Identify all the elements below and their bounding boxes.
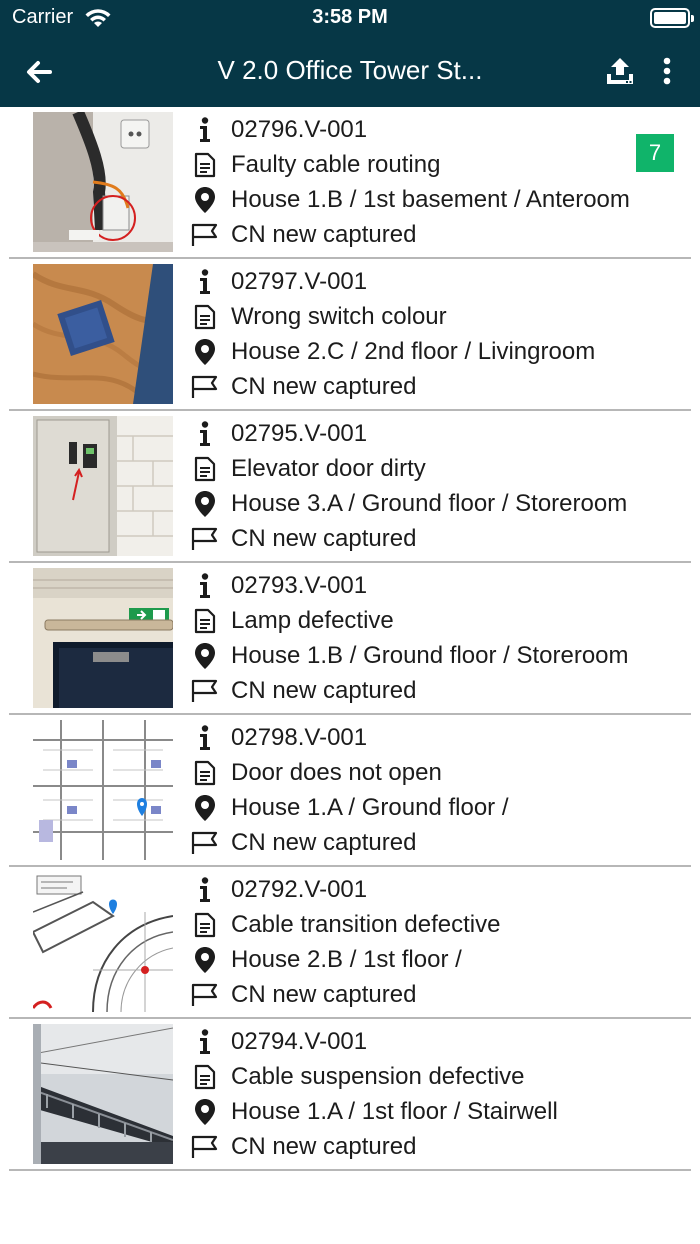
document-icon <box>190 150 220 180</box>
map-pin-icon <box>190 641 220 671</box>
item-status: CN new captured <box>231 524 417 552</box>
item-description: Cable suspension defective <box>231 1062 525 1090</box>
info-icon <box>190 1027 220 1057</box>
carrier-label: Carrier <box>12 6 74 28</box>
item-description: Elevator door dirty <box>231 454 426 482</box>
item-location-line <box>190 1094 558 1129</box>
document-icon <box>190 910 220 940</box>
item-status-line <box>190 1129 416 1164</box>
document-icon <box>190 758 220 788</box>
item-description: Faulty cable routing <box>231 150 441 178</box>
upload-icon <box>605 56 635 86</box>
item-location-line <box>190 334 595 369</box>
flag-icon <box>190 372 220 402</box>
flag-icon <box>190 1132 220 1162</box>
thumbnail-image <box>33 1024 173 1164</box>
item-id-line <box>190 416 367 451</box>
info-icon <box>190 267 220 297</box>
back-button[interactable] <box>20 53 58 91</box>
row-divider <box>9 1169 691 1171</box>
list-item[interactable] <box>0 107 700 259</box>
list-item[interactable] <box>0 1019 700 1171</box>
item-location: House 2.B / 1st floor / <box>231 945 462 973</box>
document-icon <box>190 606 220 636</box>
item-description-line <box>190 299 447 334</box>
document-icon <box>190 1062 220 1092</box>
item-status-line <box>190 673 416 708</box>
flag-icon <box>190 980 220 1010</box>
item-location: House 3.A / Ground floor / Storeroom <box>231 489 628 517</box>
item-status-line <box>190 369 416 404</box>
thumbnail-image <box>33 720 173 860</box>
item-location-line <box>190 790 509 825</box>
item-status: CN new captured <box>231 1132 417 1160</box>
info-icon <box>190 875 220 905</box>
map-pin-icon <box>190 337 220 367</box>
thumbnail-image <box>33 872 173 1012</box>
upload-button[interactable] <box>601 52 639 90</box>
item-id-line <box>190 1024 367 1059</box>
item-location: House 1.A / 1st floor / Stairwell <box>231 1097 558 1125</box>
item-id-line <box>190 264 367 299</box>
item-status-line <box>190 825 416 860</box>
item-location: House 2.C / 2nd floor / Livingroom <box>231 337 596 365</box>
item-status-line <box>190 217 416 252</box>
item-status-line <box>190 521 416 556</box>
item-id: 02797.V-001 <box>231 267 368 295</box>
item-id: 02793.V-001 <box>231 571 368 599</box>
item-description: Lamp defective <box>231 606 394 634</box>
thumbnail-image <box>33 416 173 556</box>
item-description-line <box>190 147 440 182</box>
map-pin-icon <box>190 185 220 215</box>
status-bar <box>0 0 700 36</box>
list-item[interactable] <box>0 867 700 1019</box>
flag-icon <box>190 220 220 250</box>
item-status: CN new captured <box>231 372 417 400</box>
more-vertical-icon <box>663 57 671 85</box>
list-item[interactable] <box>0 563 700 715</box>
item-id-line <box>190 112 367 147</box>
item-id: 02795.V-001 <box>231 419 368 447</box>
item-status: CN new captured <box>231 220 417 248</box>
battery-icon <box>650 8 690 28</box>
map-pin-icon <box>190 489 220 519</box>
info-icon <box>190 723 220 753</box>
item-id: 02796.V-001 <box>231 115 368 143</box>
item-description: Cable transition defective <box>231 910 501 938</box>
item-location-line <box>190 182 630 217</box>
list-item[interactable] <box>0 715 700 867</box>
arrow-left-icon <box>26 60 52 84</box>
flag-icon <box>190 524 220 554</box>
item-description: Wrong switch colour <box>231 302 447 330</box>
item-id-line <box>190 568 367 603</box>
item-status-line <box>190 977 416 1012</box>
item-description-line <box>190 603 394 638</box>
item-id: 02794.V-001 <box>231 1027 368 1055</box>
item-description-line <box>190 755 442 790</box>
item-description-line <box>190 907 500 942</box>
info-icon <box>190 571 220 601</box>
document-icon <box>190 302 220 332</box>
item-description-line <box>190 1059 525 1094</box>
map-pin-icon <box>190 945 220 975</box>
thumbnail-image <box>33 568 173 708</box>
nav-bar <box>0 36 700 107</box>
item-description-line <box>190 451 426 486</box>
info-icon <box>190 115 220 145</box>
item-location-line <box>190 486 627 521</box>
list-item[interactable] <box>0 259 700 411</box>
item-location-line <box>190 942 462 977</box>
item-status: CN new captured <box>231 828 417 856</box>
thumbnail-image <box>33 264 173 404</box>
defect-list <box>0 107 700 1171</box>
item-id-line <box>190 872 367 907</box>
count-badge: 7 <box>636 134 674 172</box>
more-menu-button[interactable] <box>652 52 682 90</box>
item-location-line <box>190 638 629 673</box>
flag-icon <box>190 828 220 858</box>
item-location: House 1.B / 1st basement / Anteroom <box>231 185 630 213</box>
list-item[interactable] <box>0 411 700 563</box>
thumbnail-image <box>33 112 173 252</box>
item-description: Door does not open <box>231 758 442 786</box>
info-icon <box>190 419 220 449</box>
flag-icon <box>190 676 220 706</box>
item-id-line <box>190 720 367 755</box>
item-id: 02792.V-001 <box>231 875 368 903</box>
item-status: CN new captured <box>231 676 417 704</box>
clock: 3:58 PM <box>312 6 388 28</box>
page-title: V 2.0 Office Tower St... <box>217 55 483 85</box>
map-pin-icon <box>190 1097 220 1127</box>
item-location: House 1.A / Ground floor / <box>231 793 509 821</box>
item-status: CN new captured <box>231 980 417 1008</box>
item-location: House 1.B / Ground floor / Storeroom <box>231 641 629 669</box>
item-id: 02798.V-001 <box>231 723 368 751</box>
document-icon <box>190 454 220 484</box>
map-pin-icon <box>190 793 220 823</box>
